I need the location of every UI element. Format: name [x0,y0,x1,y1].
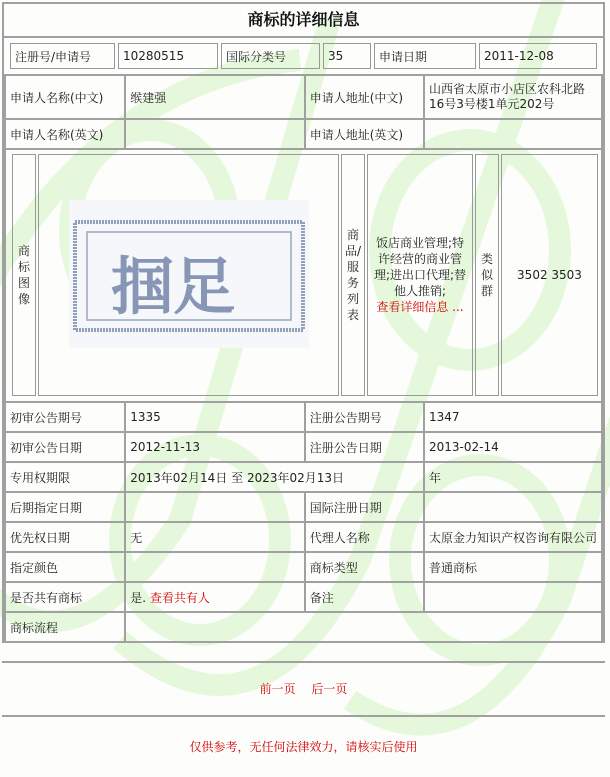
class-value: 35 [323,43,371,69]
color-label: 指定颜色 [5,552,125,582]
disclaimer: 仅供参考，无任何法律效力，请核实后使用 [189,740,418,754]
prelim-pub-no-label: 初审公告期号 [5,402,125,432]
class-label: 国际分类号 [221,43,320,69]
exclusive-term-unit: 年 [424,462,602,492]
reg-pub-no-value: 1347 [424,402,602,432]
later-designation-value [125,492,304,522]
shared-mark-label: 是否共有商标 [5,582,125,612]
mark-image-label: 商标图像 [12,154,36,396]
process-label: 商标流程 [5,612,125,642]
agent-value: 太原金力知识产权咨询有限公司 [424,522,602,552]
next-page-link[interactable]: 后一页 [311,682,348,696]
applicant-addr-cn-value: 山西省太原市小店区农科北路16号3号楼1单元202号 [424,75,602,119]
shared-mark-value: 是. [130,590,147,605]
goods-list-label: 商品/服务列表 [341,154,365,396]
remark-value [424,582,602,612]
mark-image-cell [38,154,339,396]
trademark-image [69,200,309,348]
exclusive-term-label: 专用权期限 [5,462,125,492]
view-co-owners-link[interactable]: 查看共有人 [149,590,210,605]
detail-frame [2,2,605,643]
intl-reg-date-label: 国际注册日期 [305,492,424,522]
prev-page-link[interactable]: 前一页 [259,682,296,696]
goods-list-cell [367,154,473,396]
mark-type-label: 商标类型 [305,552,424,582]
color-value [125,552,304,582]
basic-info-table [4,38,603,74]
page-title: 商标的详细信息 [4,2,603,38]
prelim-pub-no-value: 1335 [125,402,304,432]
applicant-addr-en-label: 申请人地址(英文) [305,119,424,149]
apply-date-value: 2011-12-08 [479,43,597,69]
applicant-name-en-label: 申请人名称(英文) [5,119,125,149]
similar-group-label: 类似群 [475,154,499,396]
trademark-logo-icon [69,200,309,348]
mark-type-value: 普通商标 [424,552,602,582]
reg-pub-no-label: 注册公告期号 [305,402,424,432]
later-designation-label: 后期指定日期 [5,492,125,522]
priority-date-label: 优先权日期 [5,522,125,552]
intl-reg-date-value [424,492,602,522]
goods-detail-link[interactable]: 查看详细信息 ... [376,300,464,314]
svg-text:掴足: 掴足 [110,249,235,323]
similar-group-value: 3502 3503 [501,154,598,396]
remark-label: 备注 [305,582,424,612]
trademark-detail-page [2,2,605,767]
reg-no-label: 注册号/申请号 [10,43,115,69]
goods-list-text: 饭店商业管理;特许经营的商业管理;进出口代理;替他人推销; [373,236,467,298]
prelim-pub-date-value: 2012-11-13 [125,432,304,462]
applicant-addr-en-value [424,119,602,149]
prelim-pub-date-label: 初审公告日期 [5,432,125,462]
reg-pub-date-value: 2013-02-14 [424,432,602,462]
applicant-name-cn-value: 缑建强 [125,75,304,119]
reg-pub-date-label: 注册公告日期 [305,432,424,462]
applicant-name-cn-label: 申请人名称(中文) [5,75,125,119]
priority-date-value: 无 [125,522,304,552]
applicant-addr-cn-label: 申请人地址(中文) [305,75,424,119]
applicant-name-en-value [125,119,304,149]
agent-label: 代理人名称 [305,522,424,552]
apply-date-label: 申请日期 [374,43,476,69]
reg-no-value: 10280515 [118,43,218,69]
applicant-table [4,74,603,643]
shared-mark-cell [125,582,304,612]
mark-section [5,149,602,402]
pagination [2,661,605,717]
exclusive-term-value: 2013年02月14日 至 2023年02月13日 [125,462,424,492]
mark-inner-table [10,152,600,398]
process-value [125,612,602,642]
